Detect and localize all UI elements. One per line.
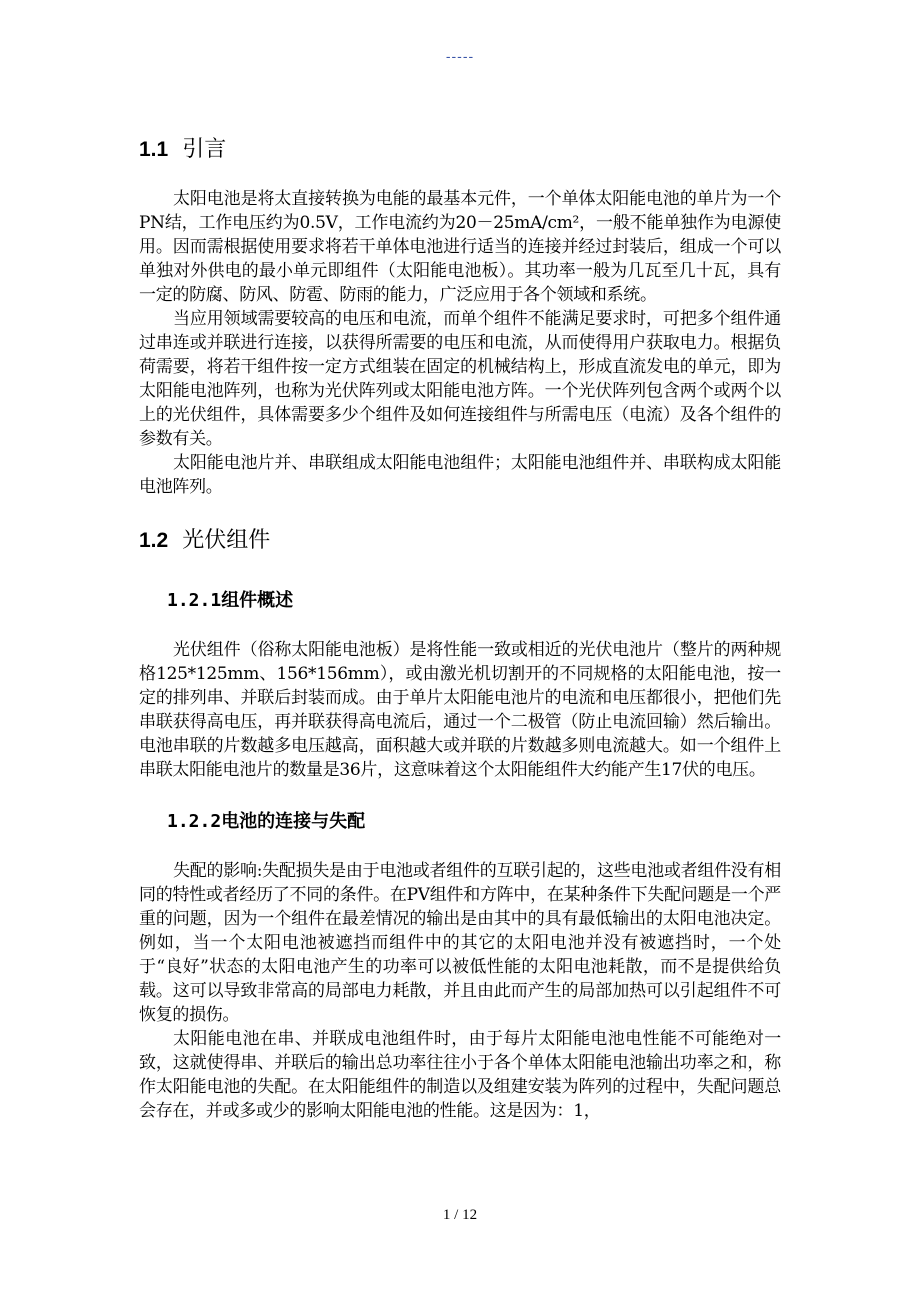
subsection-number: 1.2.2	[167, 811, 222, 832]
subsection-heading-1-2-1	[139, 586, 781, 616]
subsection-title: 电池的连接与失配	[221, 811, 366, 832]
paragraph: 太阳能电池片并、串联组成太阳能电池组件；太阳能电池组件并、串联构成太阳能电池阵列。	[139, 453, 781, 497]
subsection-title: 组件概述	[221, 590, 294, 611]
subsection-number: 1.2.1	[167, 590, 222, 611]
page-number: 1 / 12	[442, 1207, 478, 1223]
section-heading-1-2	[139, 526, 781, 556]
paragraph: 当应用领域需要较高的电压和电流，而单个组件不能满足要求时，可把多个组件通过串连或并联进行连接，以获得所需要的电压和电流，从而使得用户获取电力。根据负荷需要，将若干组件按一定方式组装在固定的机械结构上，形成直流发电的单元，即为太阳能电池阵列，也称为光伏阵列或太阳能电池方阵。一个光伏阵列包含两个或两个以上的光伏组件，具体需要多少个组件及如何连接组件与所需电压（电流）及各个组件的参数有关。	[139, 309, 781, 449]
section-number: 1.1	[139, 138, 169, 161]
paragraph: 失配的影响:失配损失是由于电池或者组件的互联引起的，这些电池或者组件没有相同的特性或者经历了不同的条件。在PV组件和方阵中，在某种条件下失配问题是一个严重的问题，因为一个组件在最差情况的输出是由其中的具有最低输出的太阳电池决定。例如，当一个太阳电池被遮挡而组件中的其它的太阳电池并没有被遮挡时，一个处于“良好”状态的太阳电池产生的功率可以被低性能的太阳电池耗散，而不是提供给负载。这可以导致非常高的局部电力耗散，并且由此而产生的局部加热可以引起组件不可恢复的损伤。	[139, 861, 781, 1025]
paragraph: 太阳能电池在串、并联成电池组件时，由于每片太阳能电池电性能不可能绝对一致，这就使得串、并联后的输出总功率往往小于各个单体太阳能电池输出功率之和，称作太阳能电池的失配。在太阳能组件的制造以及组建安装为阵列的过程中，失配问题总会存在，并或多或少的影响太阳能电池的性能。这是因为：1，	[139, 1029, 781, 1121]
page-content	[139, 135, 781, 1123]
section-number: 1.2	[139, 529, 169, 552]
header-mark: -----	[445, 48, 475, 64]
section-title: 光伏组件	[182, 528, 271, 553]
subsection-heading-1-2-2	[139, 807, 781, 837]
section-title: 引言	[182, 137, 227, 162]
paragraph: 光伏组件（俗称太阳能电池板）是将性能一致或相近的光伏电池片（整片的两种规格125*125mm、156*156mm），或由激光机切割开的不同规格的太阳能电池，按一定的排列串、并联后封装而成。由于单片太阳能电池片的电流和电压都很小，把他们先串联获得高电压，再并联获得高电流后，通过一个二极管（防止电流回输）然后输出。电池串联的片数越多电压越高，面积越大或并联的片数越多则电流越大。如一个组件上串联太阳能电池片的数量是36片，这意味着这个太阳能组件大约能产生17伏的电压。	[139, 640, 781, 780]
section-heading-1-1	[139, 135, 781, 165]
paragraph: 太阳电池是将太直接转换为电能的最基本元件，一个单体太阳能电池的单片为一个PN结，工作电压约为0.5V，工作电流约为20－25mA/cm²，一般不能单独作为电源使用。因而需根据使用要求将若干单体电池进行适当的连接并经过封装后，组成一个可以单独对外供电的最小单元即组件（太阳能电池板）。其功率一般为几瓦至几十瓦，具有一定的防腐、防风、防雹、防雨的能力，广泛应用于各个领域和系统。	[139, 189, 781, 305]
